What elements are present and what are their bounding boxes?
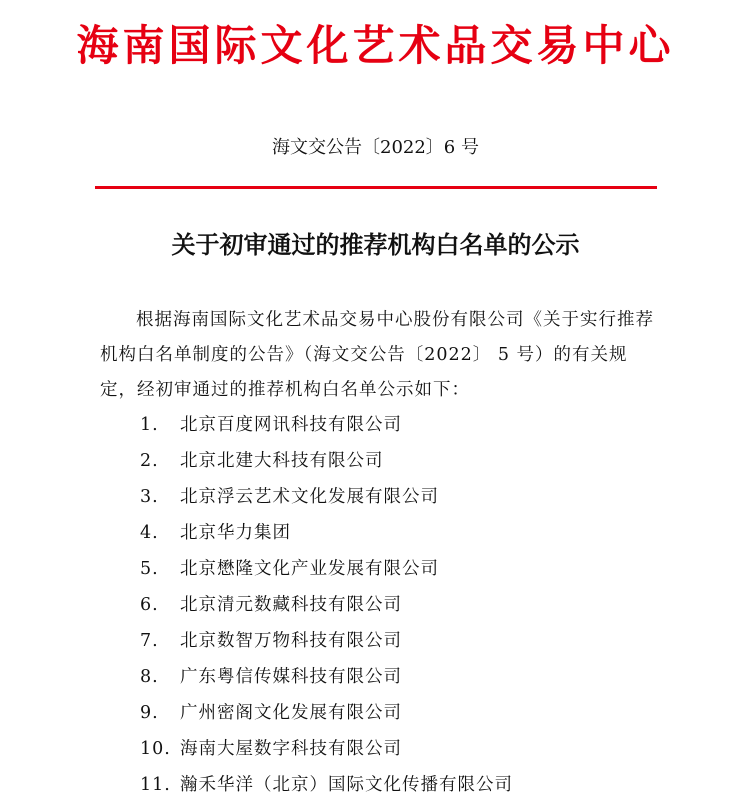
list-item-name: 瀚禾华洋（北京）国际文化传播有限公司 — [180, 775, 513, 795]
list-item-name: 北京华力集团 — [180, 523, 291, 543]
list-item-name: 北京北建大科技有限公司 — [180, 451, 384, 471]
list-item — [140, 659, 513, 695]
list-item-name: 广东粤信传媒科技有限公司 — [180, 667, 402, 687]
list-item — [140, 587, 513, 623]
list-item-number: 10. — [140, 739, 171, 759]
list-item — [140, 731, 513, 767]
list-item — [140, 695, 513, 731]
list-item-number: 1. — [140, 415, 159, 435]
list-item — [140, 767, 513, 803]
list-item-number: 9. — [140, 703, 159, 723]
body-paragraph: 根据海南国际文化艺术品交易中心股份有限公司《关于实行推荐机构白名单制度的公告》（海文交公告〔2022〕 5 号）的有关规定，经初审通过的推荐机构白名单公示如下： — [100, 310, 654, 400]
list-item-number: 6. — [140, 595, 159, 615]
list-item — [140, 407, 513, 443]
red-divider — [95, 186, 657, 189]
list-item-name: 北京懋隆文化产业发展有限公司 — [180, 559, 439, 579]
list-item-name: 北京百度网讯科技有限公司 — [180, 415, 402, 435]
list-item-number: 4. — [140, 523, 159, 543]
org-header: 海南国际文化艺术品交易中心 — [76, 21, 675, 70]
list-item-name: 海南大屋数字科技有限公司 — [180, 739, 402, 759]
list-item — [140, 551, 513, 587]
page-title: 关于初审通过的推荐机构白名单的公示 — [171, 230, 580, 259]
list-item-number: 7. — [140, 631, 159, 651]
list-item-name: 北京数智万物科技有限公司 — [180, 631, 402, 651]
list-item — [140, 515, 513, 551]
list-item — [140, 443, 513, 479]
list-item-number: 5. — [140, 559, 159, 579]
list-item-number: 3. — [140, 487, 159, 507]
whitelist — [140, 407, 513, 803]
list-item-name: 北京清元数藏科技有限公司 — [180, 595, 402, 615]
list-item-name: 北京浮云艺术文化发展有限公司 — [180, 487, 439, 507]
list-item-number: 2. — [140, 451, 159, 471]
list-item-number: 11. — [140, 775, 171, 795]
list-item-name: 广州密阁文化发展有限公司 — [180, 703, 402, 723]
list-item — [140, 479, 513, 515]
doc-number: 海文交公告〔2022〕6 号 — [272, 137, 479, 158]
list-item — [140, 623, 513, 659]
list-item-number: 8. — [140, 667, 159, 687]
